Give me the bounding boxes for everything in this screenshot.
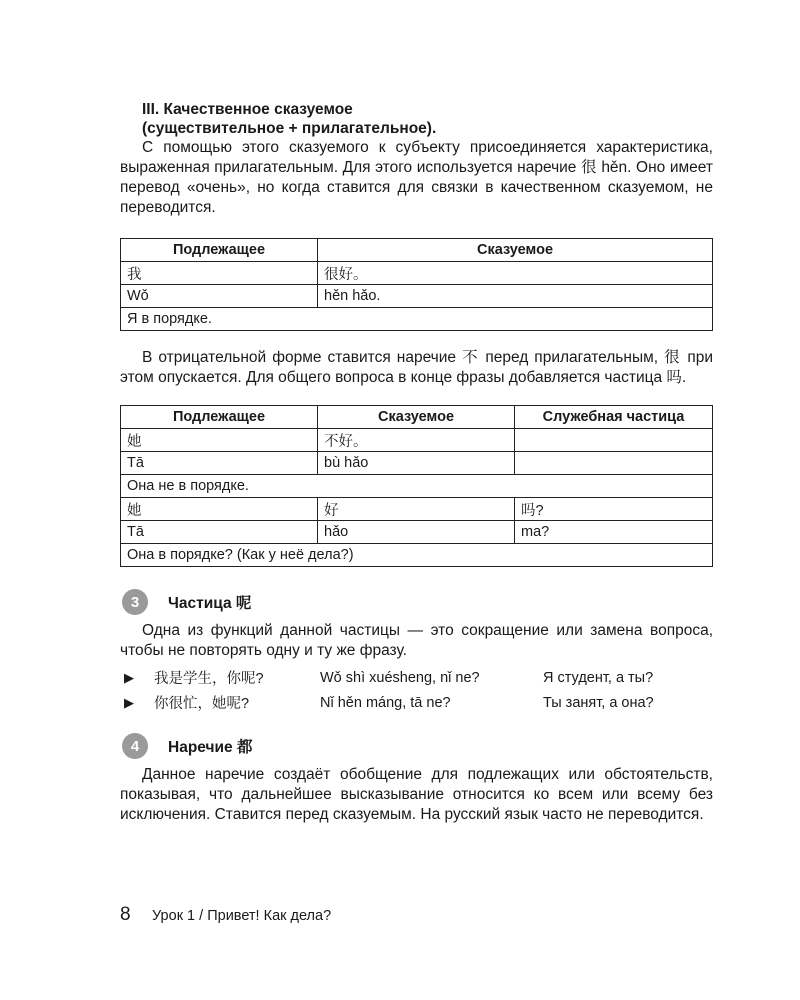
table-cell: 好	[318, 498, 515, 521]
example-translation: Я студент, а ты?	[543, 669, 654, 686]
table-cell: 她	[121, 429, 318, 452]
table-cell: Wǒ	[121, 285, 318, 308]
table-cell	[515, 452, 713, 475]
table-cell: hěn hǎo.	[318, 285, 713, 308]
triangle-bullet-icon: ▶	[124, 669, 134, 685]
table-row	[121, 544, 713, 567]
predicate-table-2	[120, 405, 713, 567]
table-row	[121, 498, 713, 521]
table-cell: 不好。	[318, 429, 515, 452]
table-cell: hǎo	[318, 521, 515, 544]
block4-title: Наречие 都	[168, 739, 253, 756]
table-cell: bù hǎo	[318, 452, 515, 475]
list-item	[120, 665, 713, 690]
table2-header-predicate: Сказуемое	[318, 406, 515, 429]
table-translation: Я в порядке.	[121, 308, 713, 331]
section-heading-line2: (существительное + прилагательное).	[142, 120, 437, 137]
example-hanzi: 你很忙，她呢?	[154, 696, 250, 712]
examples-list	[120, 665, 713, 715]
section-heading	[142, 100, 713, 138]
page-footer	[120, 904, 331, 926]
section-heading-line1: III. Качественное сказуемое	[142, 101, 353, 118]
table-cell	[515, 429, 713, 452]
table-row	[121, 521, 713, 544]
example-pinyin: Wǒ shì xuésheng, nǐ ne?	[320, 669, 480, 686]
table2-header-subject: Подлежащее	[121, 406, 318, 429]
table-row	[121, 285, 713, 308]
table-cell: 很好。	[318, 262, 713, 285]
block4-number-badge: 4	[122, 733, 148, 759]
table-row	[121, 262, 713, 285]
table-translation: Она не в порядке.	[121, 475, 713, 498]
lesson-title: Урок 1 / Привет! Как дела?	[152, 908, 332, 924]
table2-header-particle: Служебная частица	[515, 406, 713, 429]
table-cell: 我	[121, 262, 318, 285]
table-cell: 她	[121, 498, 318, 521]
negation-paragraph: В отрицательной форме ставится наречие 不 перед прилагательным, 很 при этом опускается. Для общего вопроса в конце фразы добавляется частица 吗.	[120, 349, 713, 386]
table-row	[121, 452, 713, 475]
page-number: 8	[120, 904, 131, 925]
block3-header	[120, 589, 713, 615]
table-cell: Tā	[121, 452, 318, 475]
example-hanzi: 我是学生，你呢?	[154, 671, 264, 687]
table-translation: Она в порядке? (Как у неё дела?)	[121, 544, 713, 567]
block4-paragraph: Данное наречие создаёт обобщение для подлежащих или обстоятельств, показывая, что дальнейшее высказывание относится ко всем или всему без исключения. Ставится перед сказуемым. На русский язык часто не переводится.	[120, 766, 713, 823]
example-translation: Ты занят, а она?	[543, 694, 654, 711]
example-pinyin: Nǐ hěn máng, tā ne?	[320, 694, 451, 711]
block3-title: Частица 呢	[168, 595, 252, 612]
block3-number-badge: 3	[122, 589, 148, 615]
predicate-table-1	[120, 238, 713, 331]
block4-header	[120, 733, 713, 759]
table-cell: 吗?	[515, 498, 713, 521]
section-paragraph: С помощью этого сказуемого к субъекту присоединяется характеристика, выраженная прилагательным. Для этого используется наречие 很 hěn. Оно имеет перевод «очень», но когда ставится для связки в качественном сказуемом, не переводится.	[120, 139, 713, 216]
table-row	[121, 308, 713, 331]
table-cell: Tā	[121, 521, 318, 544]
table-row	[121, 475, 713, 498]
triangle-bullet-icon: ▶	[124, 694, 134, 710]
page-content	[120, 100, 713, 825]
list-item	[120, 690, 713, 715]
table1-header-predicate: Сказуемое	[318, 239, 713, 262]
table1-header-subject: Подлежащее	[121, 239, 318, 262]
table-row	[121, 429, 713, 452]
table-cell: ma?	[515, 521, 713, 544]
block3-paragraph: Одна из функций данной частицы — это сокращение или замена вопроса, чтобы не повторять одну и ту же фразу.	[120, 622, 713, 659]
